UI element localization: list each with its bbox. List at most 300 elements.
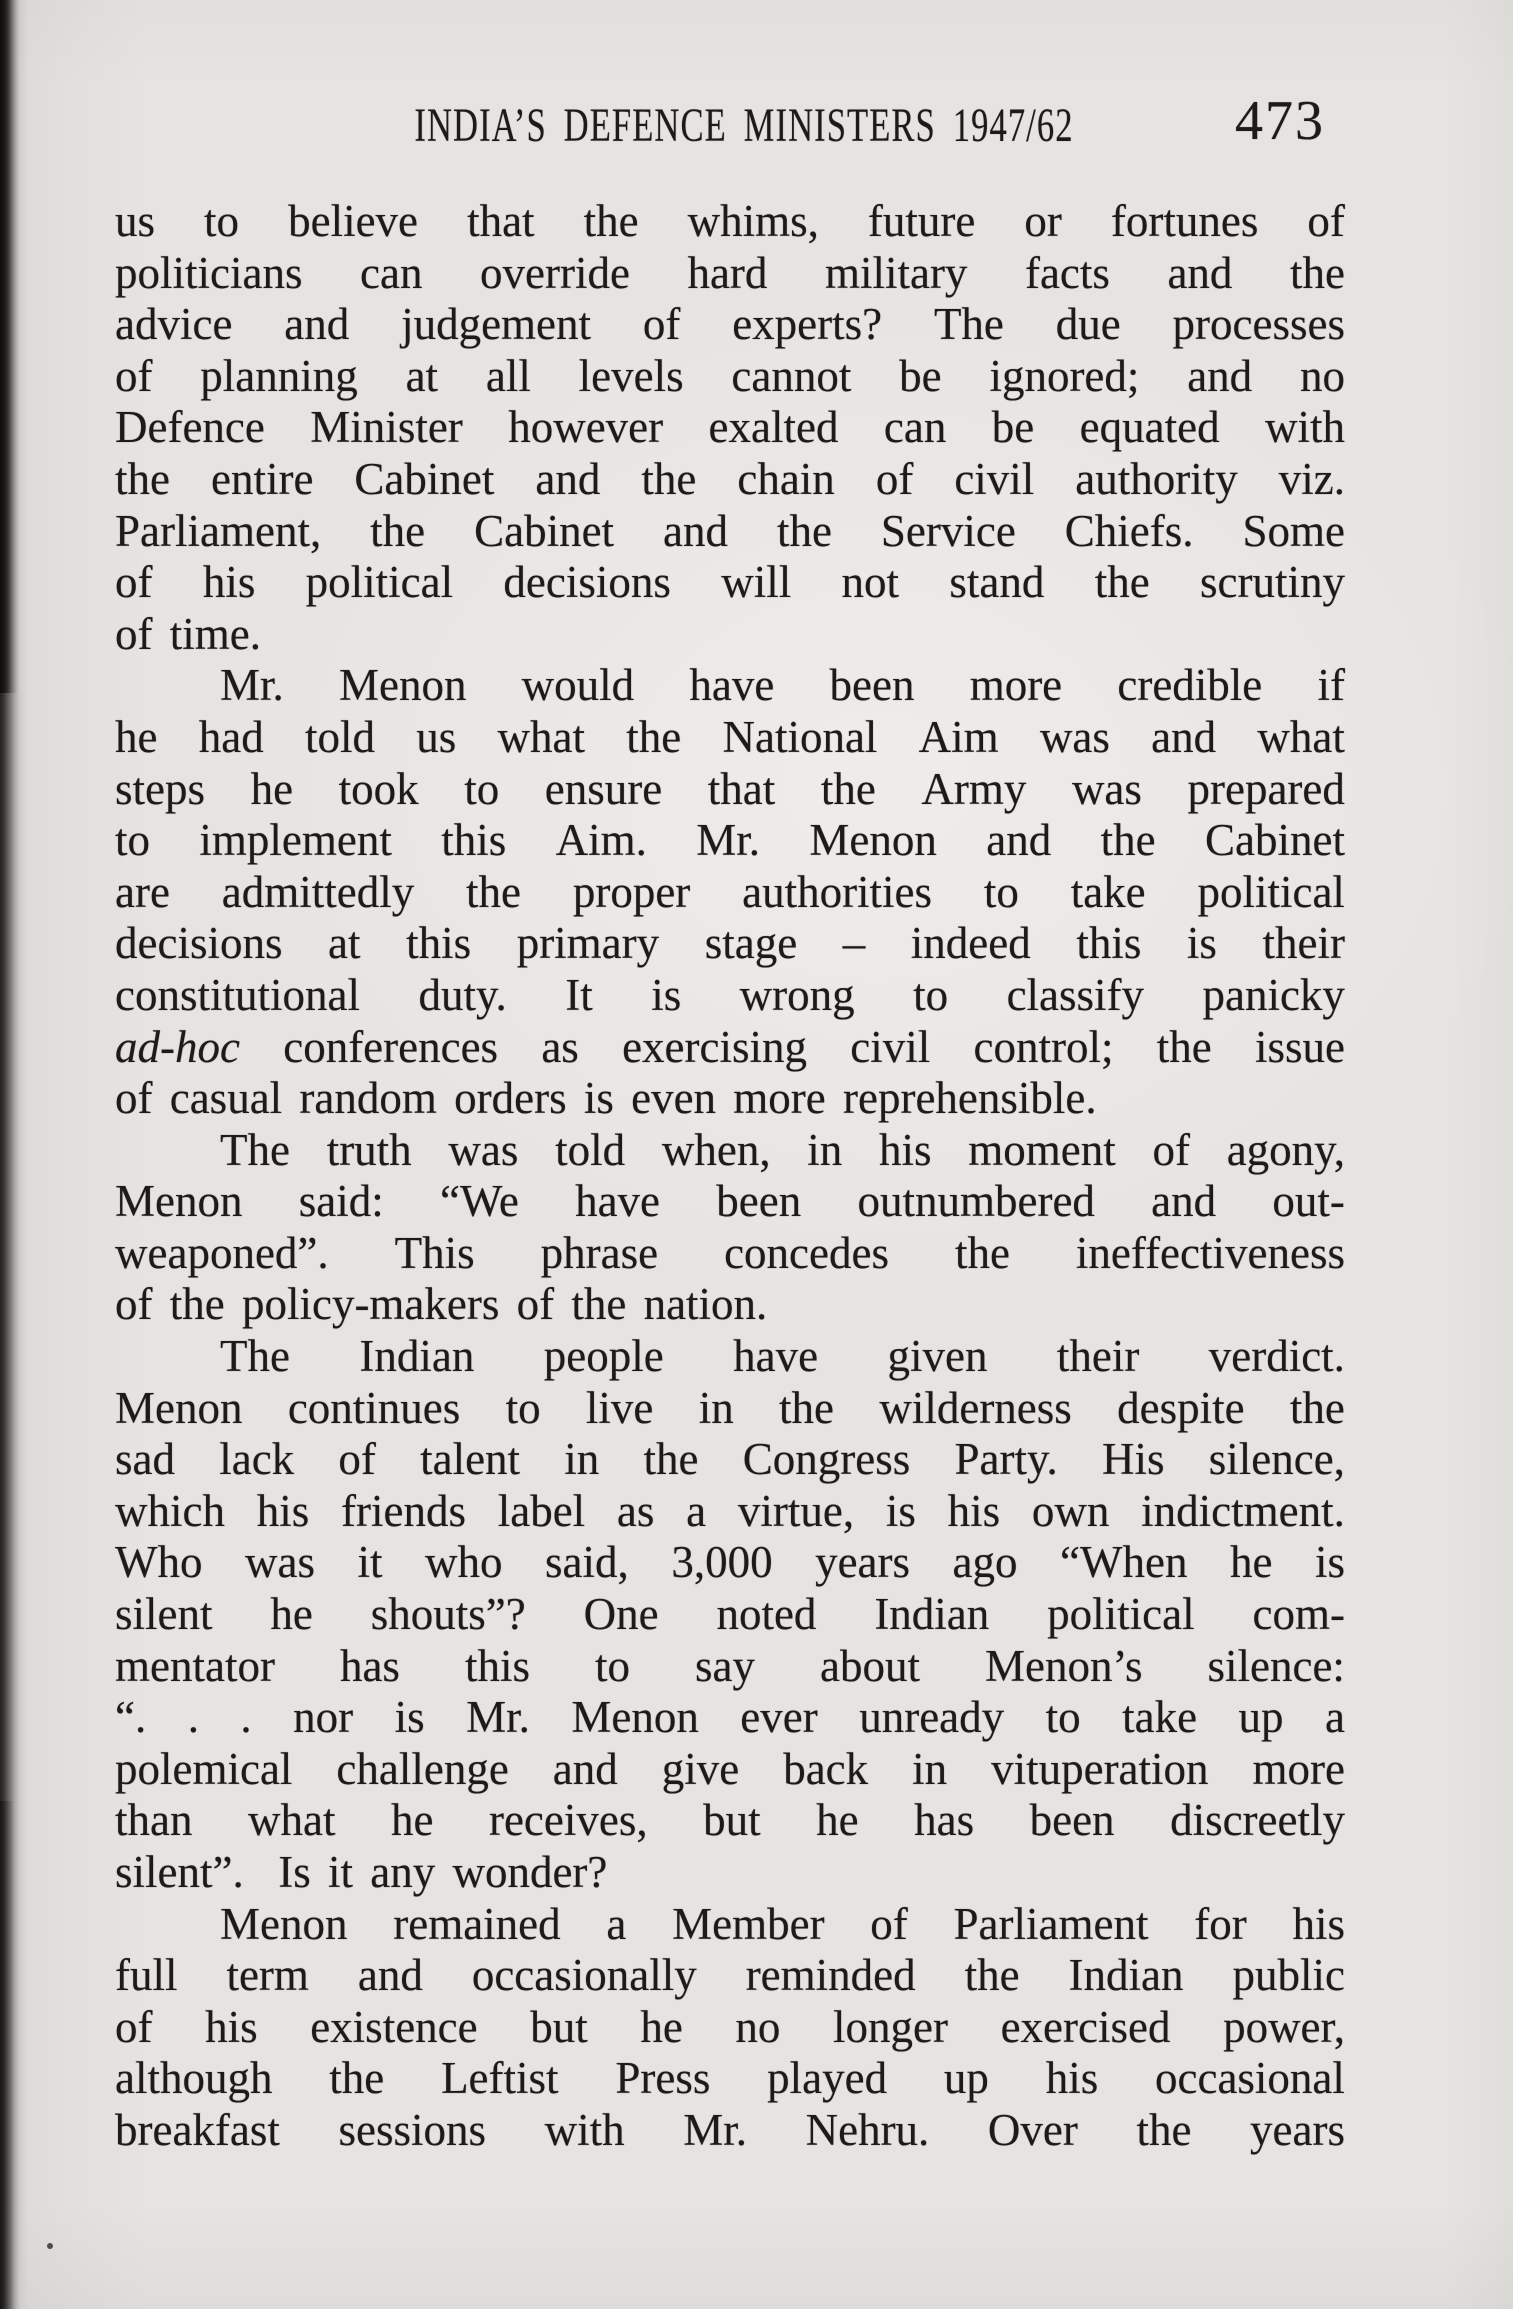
- word: the: [1136, 2104, 1192, 2155]
- word: admittedly: [221, 866, 415, 917]
- word: will: [721, 557, 792, 608]
- word: primary: [516, 918, 660, 969]
- text-line: of the policy-makers of the nation.: [115, 1279, 768, 1330]
- word: their: [1262, 918, 1345, 969]
- word: Menon: [220, 1898, 348, 1949]
- word: their: [1056, 1331, 1140, 1382]
- word: chain: [737, 453, 835, 504]
- word: Defence: [115, 402, 265, 453]
- word: facts: [1024, 247, 1110, 298]
- word: The: [220, 1124, 290, 1175]
- word: up: [943, 2053, 989, 2104]
- word: was: [448, 1124, 519, 1175]
- word: this: [1076, 918, 1142, 969]
- word: is: [651, 969, 682, 1020]
- word: entire: [210, 453, 314, 504]
- word: for: [1194, 1898, 1247, 1949]
- word: challenge: [336, 1743, 509, 1794]
- word: what: [497, 711, 585, 762]
- word: classify: [1006, 969, 1145, 1020]
- word: he: [1229, 1537, 1273, 1588]
- word: decisions: [503, 557, 671, 608]
- word: advice: [115, 299, 233, 350]
- word: stand: [949, 557, 1045, 608]
- word: told: [304, 711, 375, 762]
- word: and: [663, 505, 728, 556]
- paragraph: [115, 660, 1345, 1124]
- word: but: [530, 2001, 588, 2052]
- word: His: [1102, 1434, 1165, 1485]
- text-line: [115, 660, 1345, 712]
- word: be: [991, 402, 1035, 453]
- text-line: [115, 1434, 1345, 1486]
- word: Cabinet: [1205, 815, 1345, 866]
- word: years: [815, 1537, 911, 1588]
- word: full: [115, 1950, 178, 2001]
- running-header: [115, 90, 1345, 156]
- word: cannot: [731, 350, 852, 401]
- word: implement: [199, 815, 392, 866]
- word: to: [464, 763, 500, 814]
- word: viz.: [1278, 453, 1345, 504]
- word: –: [842, 918, 866, 969]
- word: proper: [572, 866, 691, 917]
- word: .: [240, 1692, 252, 1743]
- word: ever: [740, 1692, 818, 1743]
- word: in: [807, 1124, 843, 1175]
- word: who: [425, 1537, 503, 1588]
- text-line: [115, 1383, 1345, 1435]
- word: decisions: [115, 918, 283, 969]
- word: the: [1156, 1021, 1212, 1072]
- word: Party.: [954, 1434, 1058, 1485]
- word: Menon: [338, 660, 467, 711]
- word: Menon’s: [984, 1640, 1143, 1691]
- word: the: [1289, 247, 1345, 298]
- word: political: [1197, 866, 1345, 917]
- word: sessions: [338, 2104, 487, 2155]
- word: authority: [1075, 453, 1238, 504]
- word: One: [583, 1589, 659, 1640]
- paragraph: [115, 196, 1345, 660]
- word: indeed: [910, 918, 1031, 969]
- text-line: [115, 557, 1345, 609]
- page-content: [115, 0, 1345, 2309]
- word: at: [328, 918, 361, 969]
- word: talent: [420, 1434, 521, 1485]
- text-line: [115, 1589, 1345, 1641]
- word: friends: [341, 1485, 466, 1536]
- word: said:: [298, 1176, 384, 1227]
- text-line: [115, 351, 1345, 403]
- word: have: [689, 660, 775, 711]
- word: of: [1152, 1124, 1190, 1175]
- word: than: [115, 1795, 193, 1846]
- word: played: [767, 2053, 888, 2104]
- word: that: [467, 196, 535, 246]
- word: all: [485, 350, 531, 401]
- word: more: [969, 660, 1063, 711]
- word: believe: [288, 196, 419, 246]
- word: in: [698, 1382, 734, 1433]
- word: us: [416, 711, 457, 762]
- word: the: [115, 453, 170, 504]
- word: equated: [1079, 402, 1220, 453]
- text-line: of time.: [115, 608, 261, 659]
- word: political: [1047, 1589, 1195, 1640]
- word: due: [1055, 299, 1121, 350]
- word: Parliament: [953, 1898, 1149, 1949]
- word: given: [887, 1331, 988, 1382]
- word: credible: [1117, 660, 1263, 711]
- word: told: [555, 1124, 626, 1175]
- word: Cabinet: [474, 505, 615, 556]
- word: nor: [293, 1692, 354, 1743]
- word: can: [883, 402, 947, 453]
- word: the: [779, 1382, 835, 1433]
- text-line: [115, 1331, 1345, 1383]
- text-line: [115, 2105, 1345, 2157]
- word: is: [394, 1692, 425, 1743]
- word: the: [1289, 1382, 1345, 1433]
- word: the: [954, 1227, 1010, 1278]
- word: scrutiny: [1199, 557, 1345, 608]
- word: live: [585, 1382, 654, 1433]
- word: steps: [115, 763, 205, 814]
- word: “When: [1060, 1537, 1188, 1588]
- book-spine-edge-shadow: [0, 0, 28, 2309]
- word: been: [716, 1176, 802, 1227]
- word: more: [1252, 1743, 1345, 1794]
- word: Congress: [742, 1434, 911, 1485]
- text-line: [115, 712, 1345, 764]
- word: ensure: [544, 763, 663, 814]
- word: the: [583, 196, 639, 246]
- word: in: [912, 1743, 948, 1794]
- word: of: [115, 2001, 153, 2052]
- word: Mr.: [220, 660, 284, 711]
- word: and: [1151, 711, 1217, 762]
- text-line: [115, 1228, 1345, 1280]
- text-line: [115, 248, 1345, 300]
- word: have: [733, 1331, 819, 1382]
- word: Menon: [571, 1692, 699, 1743]
- paragraph: [115, 1331, 1345, 1899]
- word: Who: [115, 1537, 203, 1588]
- text-line: [115, 2002, 1345, 2054]
- word: Service: [880, 505, 1016, 556]
- word: took: [338, 763, 419, 814]
- word: and: [284, 299, 350, 350]
- word: the: [820, 763, 876, 814]
- page-number: 473: [1235, 90, 1325, 152]
- word: 3,000: [671, 1537, 773, 1588]
- word: to: [594, 1640, 630, 1691]
- word: polemical: [115, 1743, 293, 1794]
- word: Some: [1242, 505, 1345, 556]
- word: to: [115, 815, 151, 866]
- word: people: [543, 1331, 664, 1382]
- word: “We: [440, 1176, 519, 1227]
- word: own: [1031, 1485, 1110, 1536]
- word: Member: [672, 1898, 825, 1949]
- word: future: [867, 196, 976, 246]
- word: verdict.: [1208, 1331, 1345, 1382]
- word: The: [220, 1331, 290, 1382]
- word: but: [703, 1795, 761, 1846]
- word: is: [1314, 1537, 1345, 1588]
- word: not: [841, 557, 900, 608]
- word: label: [497, 1485, 586, 1536]
- word: a: [1324, 1692, 1345, 1743]
- word: occasional: [1155, 2053, 1345, 2104]
- word: fortunes: [1110, 196, 1259, 246]
- word: he: [816, 1795, 859, 1846]
- word: the: [964, 1950, 1020, 2001]
- word: to: [505, 1382, 541, 1433]
- text-line: [115, 2053, 1345, 2105]
- word: has: [339, 1640, 400, 1691]
- text-line: of casual random orders is even more reprehensible.: [115, 1073, 1097, 1124]
- text-line: [115, 970, 1345, 1022]
- word: and: [1167, 247, 1233, 298]
- word: processes: [1172, 299, 1345, 350]
- word: the: [466, 866, 522, 917]
- word: National: [722, 711, 878, 762]
- word: to: [983, 866, 1019, 917]
- word: outnumbered: [857, 1176, 1095, 1227]
- word: hard: [687, 247, 768, 298]
- word: wilderness: [879, 1382, 1072, 1433]
- word: Menon: [809, 815, 937, 866]
- word: truth: [326, 1124, 412, 1175]
- text-line: [115, 1537, 1345, 1589]
- word: with: [1264, 402, 1345, 453]
- word: the: [776, 505, 832, 556]
- word: said,: [545, 1537, 629, 1588]
- word: can: [360, 247, 423, 298]
- word: as: [541, 1021, 579, 1072]
- word: Aim.: [555, 815, 647, 866]
- word: his: [1292, 1898, 1345, 1949]
- word: ad-hoc: [115, 1021, 240, 1072]
- word: and: [1187, 350, 1253, 401]
- word: is: [885, 1485, 916, 1536]
- word: say: [695, 1640, 755, 1691]
- text-line: [115, 1176, 1345, 1228]
- word: and: [552, 1743, 618, 1794]
- word: breakfast: [115, 2104, 280, 2155]
- word: concedes: [724, 1227, 889, 1278]
- word: which: [115, 1485, 225, 1536]
- word: of: [115, 557, 153, 608]
- paragraph: [115, 1125, 1345, 1331]
- word: would: [521, 660, 635, 711]
- word: at: [405, 350, 439, 401]
- word: the: [329, 2053, 385, 2104]
- word: he: [640, 2001, 683, 2052]
- word: what: [1257, 711, 1345, 762]
- word: of: [875, 453, 914, 504]
- word: exercising: [622, 1021, 807, 1072]
- word: Mr.: [696, 815, 761, 866]
- word: exalted: [708, 402, 839, 453]
- word: the: [370, 505, 426, 556]
- word: Indian: [874, 1589, 990, 1640]
- word: public: [1232, 1950, 1345, 2001]
- text-line: [115, 1950, 1345, 2002]
- word: lack: [219, 1434, 295, 1485]
- scan-speck: [47, 2243, 53, 2249]
- text-line: [115, 918, 1345, 970]
- word: take: [1070, 866, 1146, 917]
- word: Leftist: [441, 2053, 559, 2104]
- word: about: [820, 1640, 920, 1691]
- running-header-title: INDIA’S DEFENCE MINISTERS 1947/62: [414, 99, 1074, 152]
- word: the: [1094, 557, 1150, 608]
- text-line: [115, 1744, 1345, 1796]
- word: a: [606, 1898, 627, 1949]
- text-line: [115, 815, 1345, 867]
- word: his: [947, 1485, 1001, 1536]
- word: politicians: [115, 247, 303, 298]
- word: had: [198, 711, 264, 762]
- paragraph: [115, 1899, 1345, 2157]
- word: of: [338, 1434, 376, 1485]
- word: and: [1151, 1176, 1217, 1227]
- word: to: [1045, 1692, 1081, 1743]
- word: judgement: [401, 299, 592, 350]
- word: what: [247, 1795, 336, 1846]
- word: occasionally: [471, 1950, 697, 2001]
- word: control;: [973, 1021, 1114, 1072]
- word: was: [1039, 711, 1110, 762]
- word: with: [544, 2104, 625, 2155]
- word: military: [824, 247, 968, 298]
- word: a: [686, 1485, 707, 1536]
- text-line: [115, 1022, 1345, 1074]
- word: planning: [200, 350, 358, 401]
- word: The: [933, 299, 1004, 350]
- word: authorities: [742, 866, 933, 917]
- word: us: [115, 196, 156, 246]
- word: com-: [1252, 1589, 1345, 1640]
- word: stage: [704, 918, 798, 969]
- word: have: [575, 1176, 661, 1227]
- word: his: [1045, 2053, 1099, 2104]
- word: he: [250, 763, 294, 814]
- text-line: [115, 1795, 1345, 1847]
- word: as: [616, 1485, 655, 1536]
- word: noted: [716, 1589, 817, 1640]
- word: been: [829, 660, 915, 711]
- text-line: [115, 1641, 1345, 1693]
- word: silence:: [1207, 1640, 1345, 1691]
- text-line: [115, 1692, 1345, 1744]
- word: no: [1299, 350, 1345, 401]
- word: discreetly: [1170, 1795, 1345, 1846]
- word: be: [899, 350, 942, 401]
- word: it: [357, 1537, 383, 1588]
- word: back: [783, 1743, 869, 1794]
- word: this: [406, 918, 472, 969]
- word: of: [115, 350, 153, 401]
- word: silent: [115, 1589, 213, 1640]
- word: This: [394, 1227, 475, 1278]
- word: his: [256, 1485, 310, 1536]
- word: his: [202, 557, 256, 608]
- word: years: [1250, 2104, 1345, 2155]
- word: Mr.: [466, 1692, 530, 1743]
- word: ignored;: [989, 350, 1140, 401]
- word: Indian: [1068, 1950, 1184, 2001]
- word: ineffectiveness: [1075, 1227, 1345, 1278]
- word: unready: [859, 1692, 1005, 1743]
- word: the: [626, 711, 682, 762]
- word: constitutional: [115, 969, 360, 1020]
- word: weaponed”.: [115, 1227, 329, 1278]
- word: up: [1238, 1692, 1284, 1743]
- word: no: [735, 2001, 781, 2052]
- word: the: [643, 1434, 699, 1485]
- word: however: [508, 402, 664, 453]
- word: the: [641, 453, 697, 504]
- text-line: silent”. Is it any wonder?: [115, 1847, 608, 1897]
- word: power,: [1223, 2001, 1345, 2052]
- word: in: [564, 1434, 600, 1485]
- word: ago: [952, 1537, 1018, 1588]
- word: this: [464, 1640, 530, 1691]
- word: Parliament,: [115, 505, 322, 556]
- word: been: [1029, 1795, 1115, 1846]
- text-line: [115, 1899, 1345, 1951]
- word: levels: [578, 350, 684, 401]
- word: receives,: [488, 1795, 648, 1846]
- word: and: [535, 453, 601, 504]
- word: .: [187, 1692, 199, 1743]
- word: his: [879, 1124, 932, 1175]
- word: and: [986, 815, 1052, 866]
- word: experts?: [732, 299, 883, 350]
- word: was: [245, 1537, 315, 1588]
- word: conferences: [283, 1021, 499, 1072]
- word: mentator: [115, 1640, 275, 1691]
- word: longer: [833, 2001, 948, 2052]
- word: moment: [968, 1124, 1116, 1175]
- word: are: [115, 866, 170, 917]
- word: Menon: [115, 1176, 243, 1227]
- text-line: [115, 764, 1345, 816]
- word: existence: [310, 2001, 478, 2052]
- word: continues: [287, 1382, 461, 1433]
- word: Army: [921, 763, 1027, 814]
- text-line: [115, 1125, 1345, 1177]
- word: of: [642, 299, 681, 350]
- word: civil: [954, 453, 1035, 504]
- word: duty.: [418, 969, 507, 1020]
- word: remained: [393, 1898, 561, 1949]
- word: Indian: [359, 1331, 475, 1382]
- word: that: [707, 763, 776, 814]
- word: or: [1024, 196, 1062, 246]
- word: Cabinet: [354, 453, 495, 504]
- word: has: [914, 1795, 975, 1846]
- word: he: [115, 711, 158, 762]
- text-line: [115, 506, 1345, 558]
- word: reminded: [745, 1950, 916, 2001]
- word: Nehru.: [805, 2104, 930, 2155]
- word: this: [441, 815, 507, 866]
